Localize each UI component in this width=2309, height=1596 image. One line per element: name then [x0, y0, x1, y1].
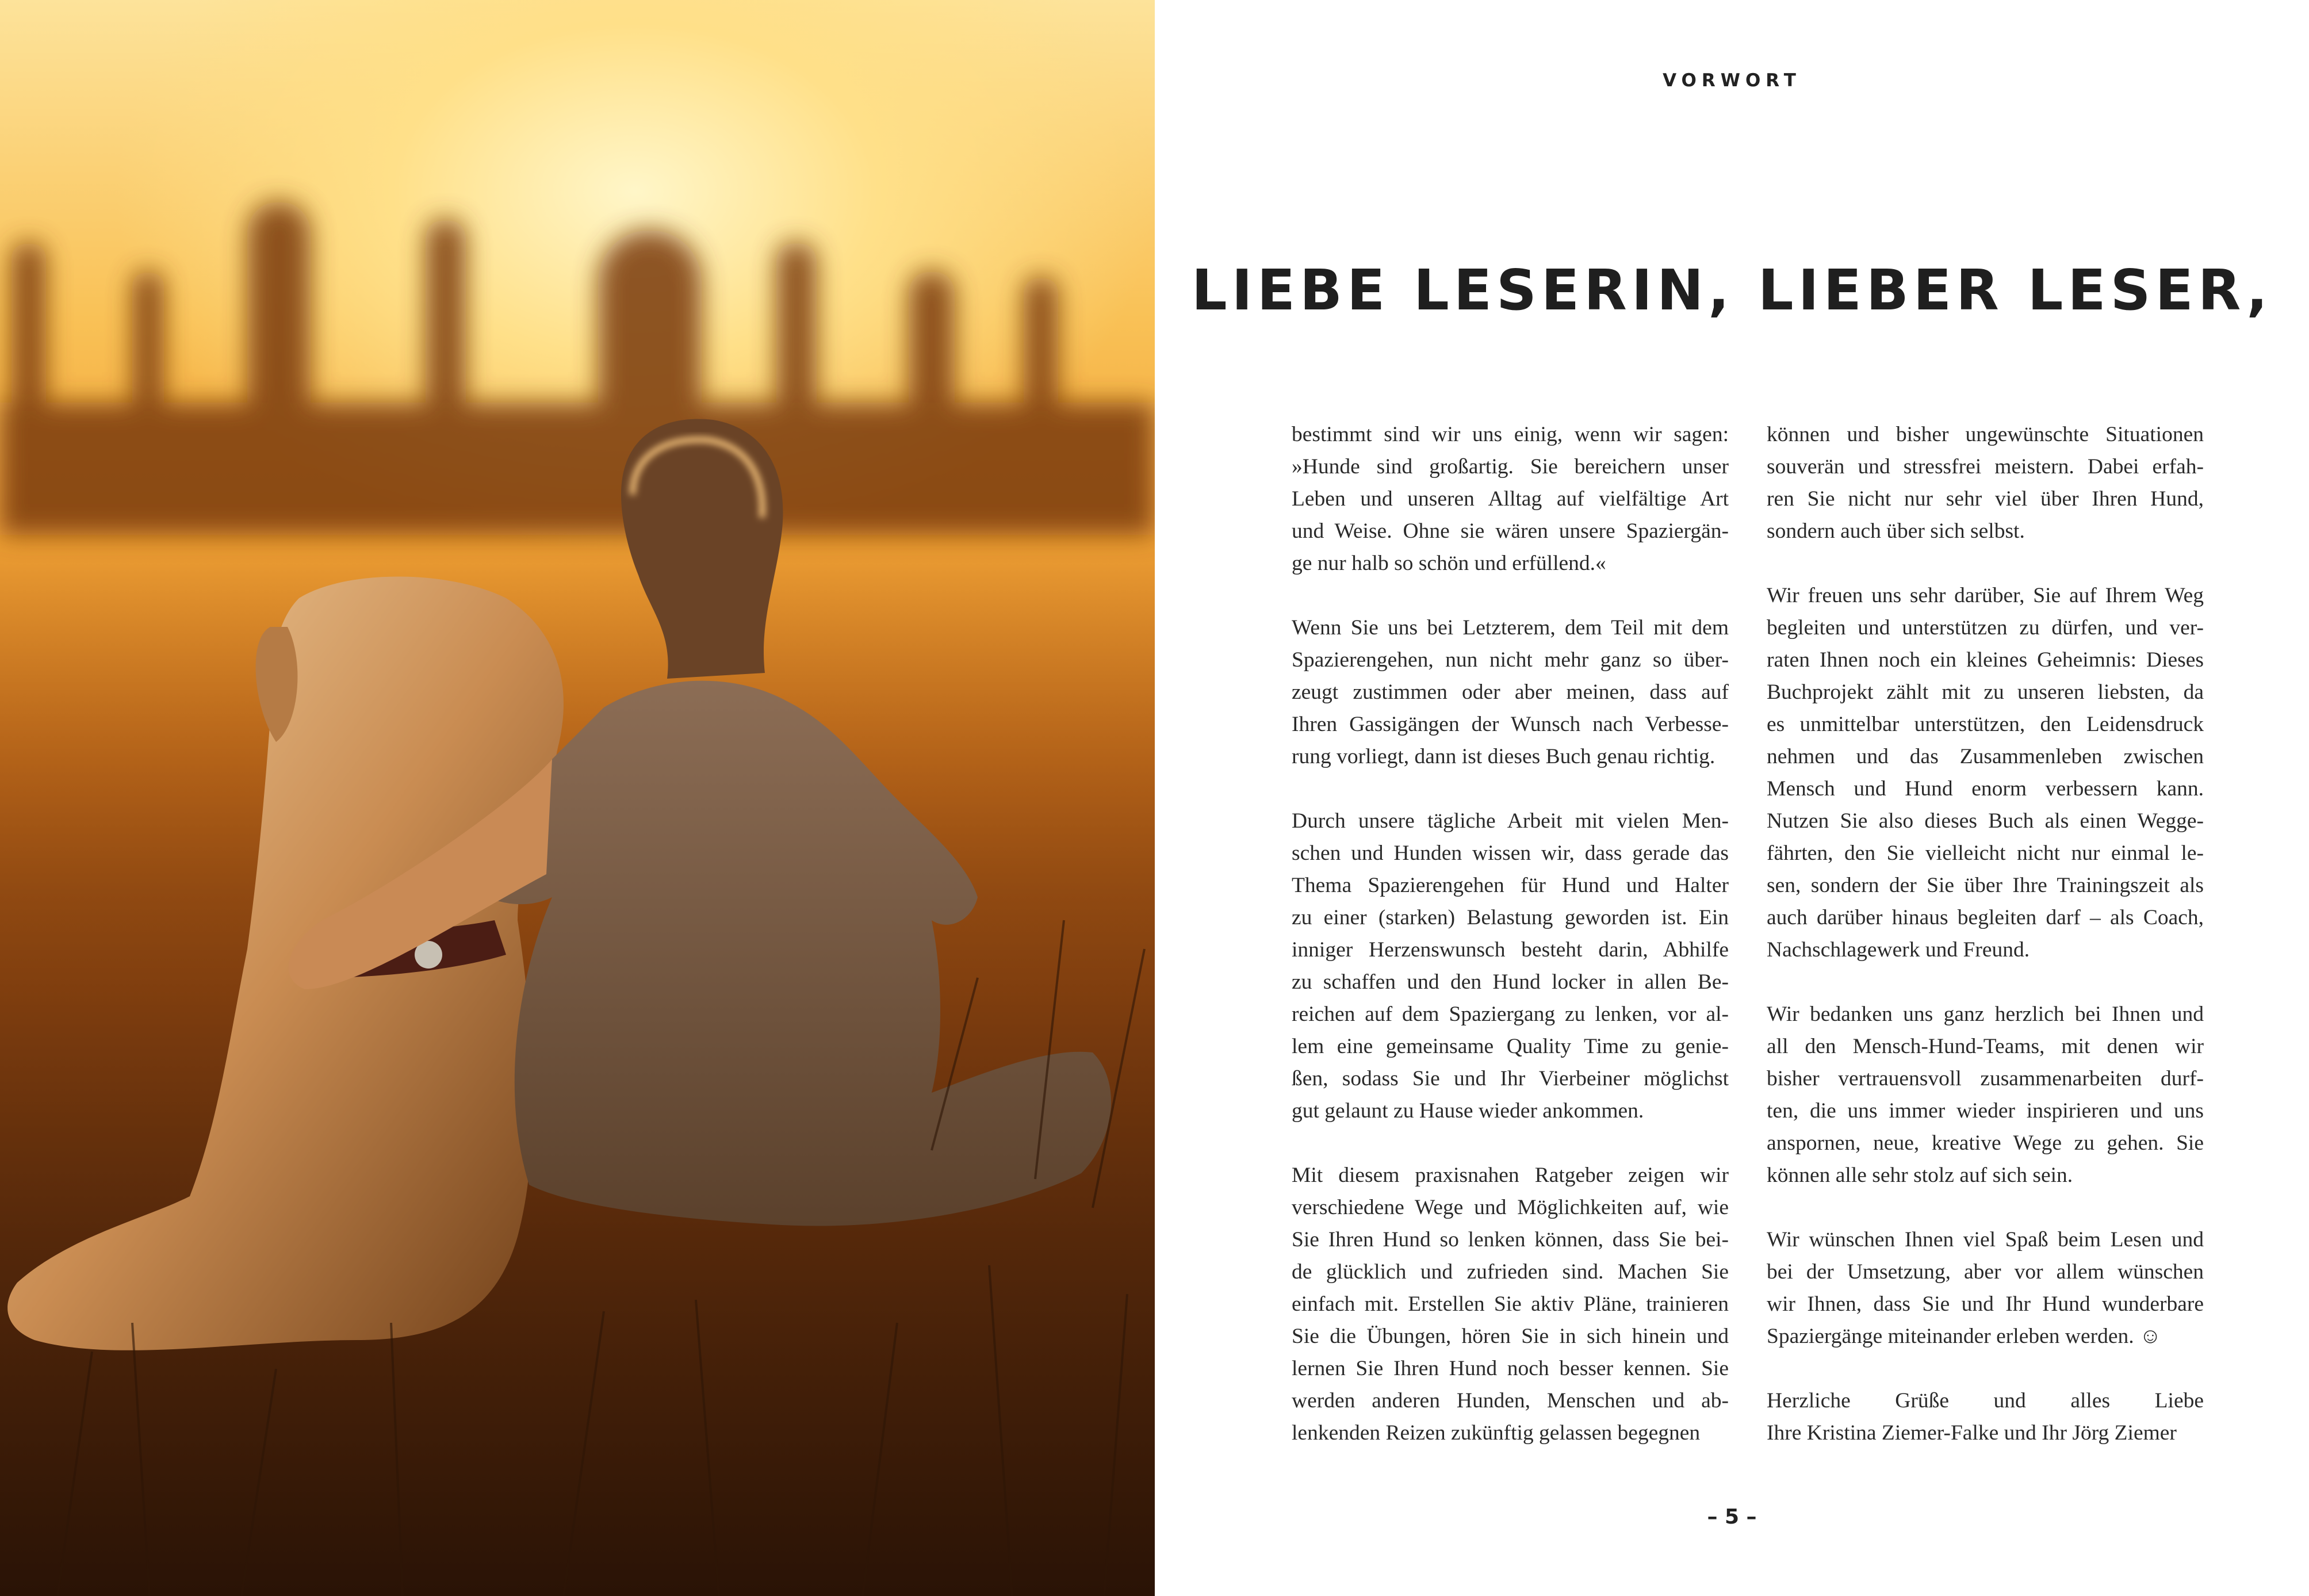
text-line: Nutzen Sie also dieses Buch als einen Wegge-	[1767, 809, 2204, 833]
text-column-right	[1767, 419, 2204, 1449]
text-line: anspornen, neue, kreative Wege zu gehen. Sie	[1767, 1131, 2204, 1155]
text-line: bestimmt sind wir uns einig, wenn wir sagen:	[1292, 423, 1729, 446]
text-column-left	[1292, 419, 1729, 1449]
text-line: Mit diesem praxisnahen Ratgeber zeigen wir	[1292, 1163, 1729, 1187]
text-line: Ihre Kristina Ziemer-Falke und Ihr Jörg Ziemer	[1767, 1421, 2177, 1445]
page-number: – 5 –	[1707, 1505, 1757, 1529]
paragraph	[1767, 998, 2204, 1192]
text-line: lenkenden Reizen zukünftig gelassen begegnen	[1292, 1421, 1701, 1445]
text-line: all den Mensch-Hund-Teams, mit denen wir	[1767, 1035, 2204, 1058]
paragraph	[1767, 1224, 2204, 1353]
text-line: »Hunde sind großartig. Sie bereichern unser	[1292, 455, 1729, 479]
section-label: VORWORT	[1663, 70, 1801, 91]
text-line: können und bisher ungewünschte Situationen	[1767, 423, 2204, 446]
text-line: ge nur halb so schön und erfüllend.«	[1292, 552, 1606, 575]
paragraph	[1292, 1159, 1729, 1449]
text-line: reichen auf dem Spaziergang zu lenken, vor al-	[1292, 1002, 1729, 1026]
text-line: auch darüber hinaus begleiten darf – als Coach,	[1767, 906, 2204, 929]
paragraph	[1292, 419, 1729, 580]
text-line: Durch unsere tägliche Arbeit mit vielen Men-	[1292, 809, 1729, 833]
text-line: Thema Spazierengehen für Hund und Halter	[1292, 874, 1729, 897]
text-line: zeugt zustimmen oder aber meinen, dass auf	[1292, 680, 1729, 704]
text-line: ten, die uns immer wieder inspirieren und uns	[1767, 1099, 2204, 1123]
text-line: ßen, sodass Sie und Ihr Vierbeiner möglichst	[1292, 1067, 1729, 1090]
text-line: Wir freuen uns sehr darüber, Sie auf Ihrem Weg	[1767, 584, 2204, 607]
text-line: Wir bedanken uns ganz herzlich bei Ihnen und	[1767, 1002, 2204, 1026]
text-line: Sie die Übungen, hören Sie in sich hinein und	[1292, 1325, 1729, 1348]
text-line: Spaziergänge miteinander erleben werden. ☺	[1767, 1325, 2162, 1348]
page-title: LIEBE LESERIN, LIEBER LESER,	[1191, 258, 2273, 323]
text-line: raten Ihnen noch ein kleines Geheimnis: Dieses	[1767, 648, 2204, 672]
text-line: Buchprojekt zählt mit zu unseren liebsten, da	[1767, 680, 2204, 704]
paragraph	[1767, 419, 2204, 548]
text-line: ren Sie nicht nur sehr viel über Ihren Hund,	[1767, 487, 2204, 511]
text-line: Wir wünschen Ihnen viel Spaß beim Lesen und	[1767, 1228, 2204, 1251]
text-line: fährten, den Sie vielleicht nicht nur einmal le-	[1767, 841, 2204, 865]
text-line: lem eine gemeinsame Quality Time zu genie-	[1292, 1035, 1729, 1058]
text-line: Spazierengehen, nun nicht mehr ganz so über-	[1292, 648, 1729, 672]
text-line: sen, sondern der Sie über Ihre Trainingszeit als	[1767, 874, 2204, 897]
text-line: sondern auch über sich selbst.	[1767, 519, 2025, 543]
text-line: schen und Hunden wissen wir, dass gerade das	[1292, 841, 1729, 865]
text-line: gut gelaunt zu Hause wieder ankommen.	[1292, 1099, 1644, 1123]
text-line: werden anderen Hunden, Menschen und ab-	[1292, 1389, 1729, 1413]
paragraph	[1767, 580, 2204, 966]
text-line: souverän und stressfrei meistern. Dabei erfah-	[1767, 455, 2204, 479]
text-line: inniger Herzenswunsch besteht darin, Abhilfe	[1292, 938, 1729, 962]
text-line: einfach mit. Erstellen Sie aktiv Pläne, trainieren	[1292, 1292, 1729, 1316]
text-line: begleiten und unterstützen zu dürfen, und ver-	[1767, 616, 2204, 640]
text-line: Nachschlagewerk und Freund.	[1767, 938, 2030, 962]
text-line: Wenn Sie uns bei Letzterem, dem Teil mit dem	[1292, 616, 1729, 640]
text-line: verschiedene Wege und Möglichkeiten auf, wie	[1292, 1196, 1729, 1219]
text-page	[1155, 0, 2309, 1596]
text-line: de glücklich und zufrieden sind. Machen Sie	[1292, 1260, 1729, 1284]
text-line: Sie Ihren Hund so lenken können, dass Sie bei-	[1292, 1228, 1729, 1251]
text-line: Ihren Gassigängen der Wunsch nach Verbesse-	[1292, 713, 1729, 736]
text-line: bei der Umsetzung, aber vor allem wünschen	[1767, 1260, 2204, 1284]
text-line: Herzliche Grüße und alles Liebe	[1767, 1389, 2204, 1413]
text-line: es unmittelbar unterstützen, den Leidensdruck	[1767, 713, 2204, 736]
text-line: Mensch und Hund enorm verbessern kann.	[1767, 777, 2204, 801]
text-line: lernen Sie Ihren Hund noch besser kennen. Sie	[1292, 1357, 1729, 1380]
text-line: Leben und unseren Alltag auf vielfältige Art	[1292, 487, 1729, 511]
paragraph	[1767, 1385, 2204, 1449]
text-line: können alle sehr stolz auf sich sein.	[1767, 1163, 2073, 1187]
text-line: wir Ihnen, dass Sie und Ihr Hund wunderbare	[1767, 1292, 2204, 1316]
text-line: und Weise. Ohne sie wären unsere Spaziergän-	[1292, 519, 1729, 543]
text-line: nehmen und das Zusammenleben zwischen	[1767, 745, 2204, 768]
text-line: zu schaffen und den Hund locker in allen Be-	[1292, 970, 1729, 994]
text-line: rung vorliegt, dann ist dieses Buch genau richtig.	[1292, 745, 1716, 768]
text-line: zu einer (starken) Belastung geworden ist. Ein	[1292, 906, 1729, 929]
paragraph	[1292, 612, 1729, 773]
text-line: bisher vertrauensvoll zusammenarbeiten durf-	[1767, 1067, 2204, 1090]
paragraph	[1292, 805, 1729, 1127]
